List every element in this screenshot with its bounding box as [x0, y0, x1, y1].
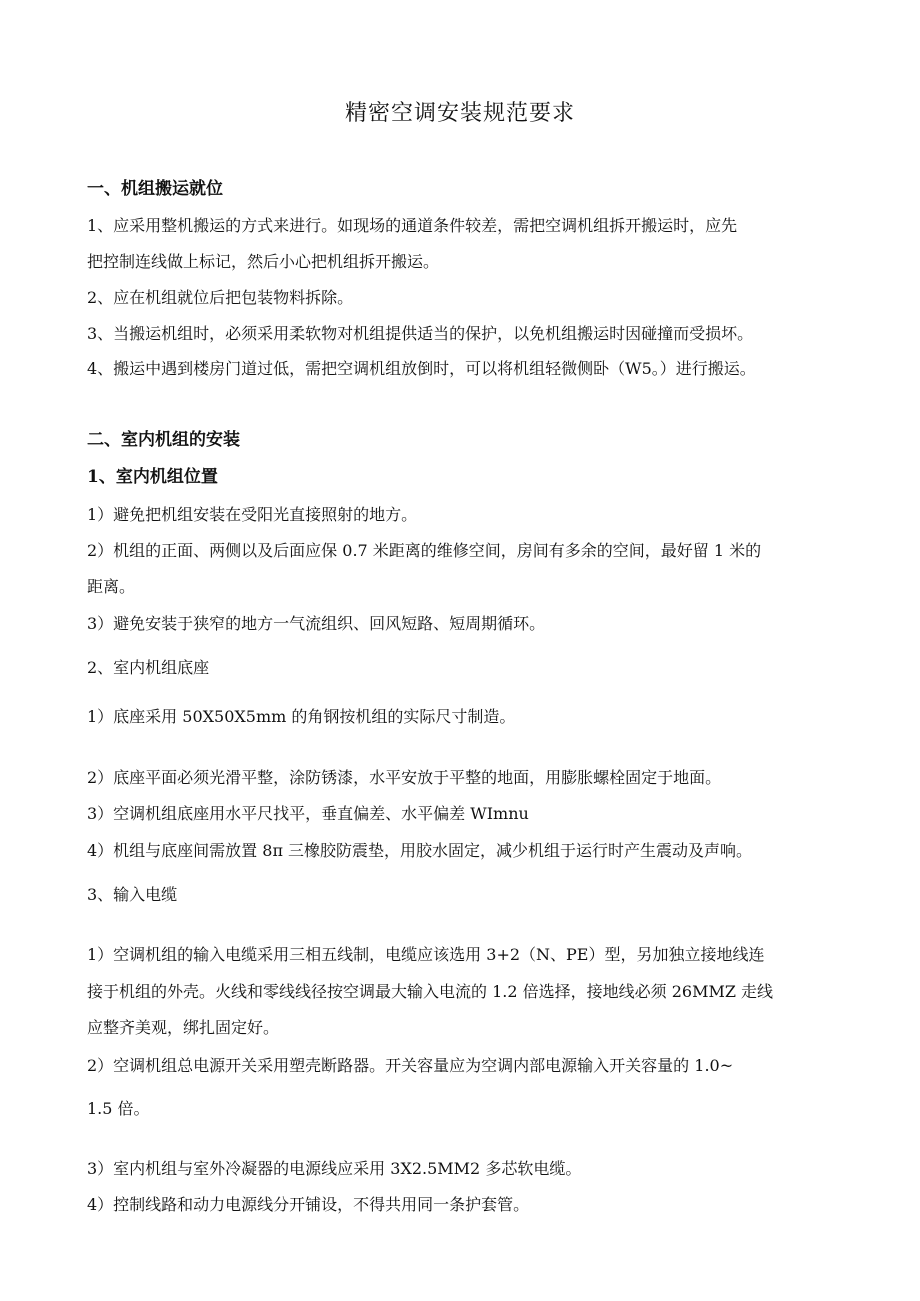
s2-sub1-item-3: 3）避免安装于狭窄的地方一气流组织、回风短路、短周期循环。 [87, 614, 546, 633]
s2-sub3-heading: 3、输入电缆 [87, 885, 178, 904]
section-2-heading: 二、室内机组的安装 [87, 430, 240, 450]
s2-sub1-heading: 1、室内机组位置 [87, 467, 218, 487]
s1-item-4: 4、搬运中遇到楼房门道过低，需把空调机组放倒时，可以将机组轻微侧卧（W5。）进行搬运。 [87, 359, 756, 378]
s2-sub1-item-2-line-1: 2）机组的正面、两侧以及后面应保 0.7 米距离的维修空间，房间有多余的空间，最好留 1 米的 [87, 541, 762, 560]
s2-sub3-item-1-line-1: 1）空调机组的输入电缆采用三相五线制，电缆应该选用 3+2（N、PE）型，另加独立接地线连 [87, 945, 765, 964]
s1-item-1-line-2: 把控制连线做上标记，然后小心把机组拆开搬运。 [87, 252, 440, 271]
s2-sub2-item-3: 3）空调机组底座用水平尺找平，垂直偏差、水平偏差 WImnu [87, 804, 529, 823]
s2-sub1-item-1: 1）避免把机组安装在受阳光直接照射的地方。 [87, 505, 418, 524]
s2-sub3-item-4: 4）控制线路和动力电源线分开铺设，不得共用同一条护套管。 [87, 1195, 530, 1214]
s2-sub1-item-2-line-2: 距离。 [87, 577, 136, 596]
s2-sub3-item-2-line-2: 1.5 倍。 [87, 1099, 150, 1118]
s2-sub3-item-2-line-1: 2）空调机组总电源开关采用塑壳断路器。开关容量应为空调内部电源输入开关容量的 1.0~ [87, 1056, 734, 1075]
s1-item-3: 3、当搬运机组时，必须采用柔软物对机组提供适当的保护，以免机组搬运时因碰撞而受损坏。 [87, 324, 754, 343]
s2-sub2-item-2: 2）底座平面必须光滑平整，涂防锈漆，水平安放于平整的地面，用膨胀螺栓固定于地面。 [87, 768, 722, 787]
s2-sub2-item-1: 1）底座采用 50X50X5mm 的角钢按机组的实际尺寸制造。 [87, 707, 516, 726]
s2-sub3-item-3: 3）室内机组与室外冷凝器的电源线应采用 3X2.5MM2 多芯软电缆。 [87, 1159, 582, 1178]
document-title: 精密空调安装规范要求 [344, 101, 575, 126]
s1-item-1-line-1: 1、应采用整机搬运的方式来进行。如现场的通道条件较差，需把空调机组拆开搬运时，应先 [87, 216, 738, 235]
s2-sub2-item-4: 4）机组与底座间需放置 8π 三橡胶防震垫，用胶水固定，减少机组于运行时产生震动及声响。 [87, 841, 753, 860]
s2-sub3-item-1-line-3: 应整齐美观，绑扎固定好。 [87, 1018, 280, 1037]
s2-sub3-item-1-line-2: 接于机组的外壳。火线和零线线径按空调最大输入电流的 1.2 倍选择，接地线必须 26MMZ 走线 [87, 982, 774, 1001]
s2-sub2-heading: 2、室内机组底座 [87, 658, 210, 677]
s1-item-2: 2、应在机组就位后把包装物料拆除。 [87, 288, 354, 307]
section-1-heading: 一、机组搬运就位 [87, 179, 223, 199]
